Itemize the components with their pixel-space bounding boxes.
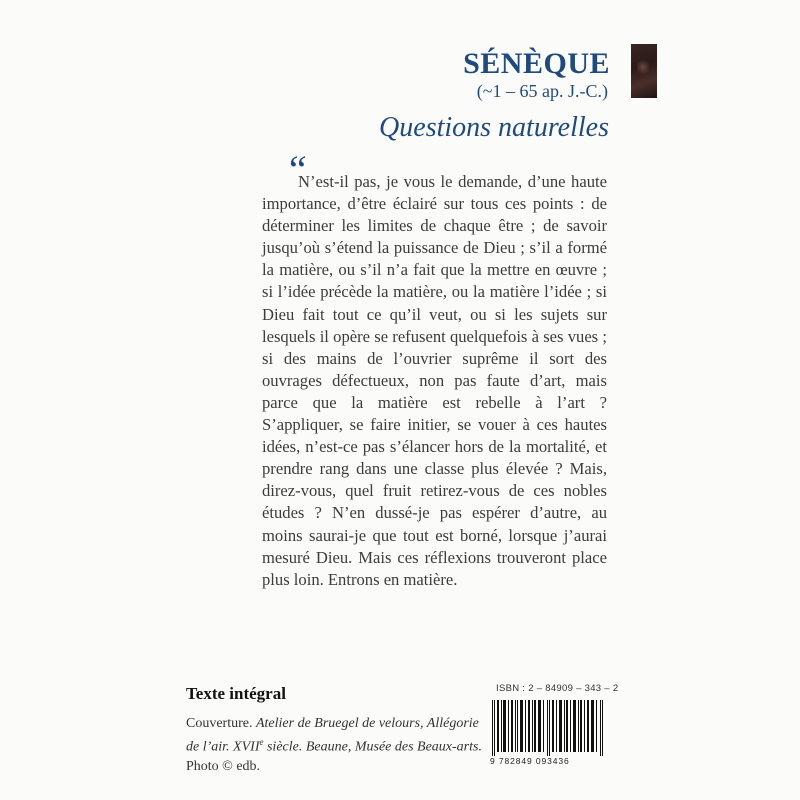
excerpt-quote: N’est-il pas, je vous le demande, d’une haute importance, d’être éclairé sur tous ces points : de déterminer les limites de chaque être ; de savoir jusqu’où s’étend la puissance de Dieu ; s’il a formé la matière, ou s’il n’a fait que la mettre en œuvre ; si l’idée précède la matière, ou la matière l’idée ; si Dieu fait tout ce qu’il veut, ou si les sujets sur lesquels il opère se refusent quelquefois à ses vues ; si des mains de l’ouvrier suprême il sort des ouvrages défectueux, non pas faute d’art, mais parce que la matière est rebelle à l’art ? S’appliquer, se faire initier, se vouer à ces hautes idées, n’est-ce pas s’élancer hors de la mortalité, et prendre rang dans une classe plus élevée ? Mais, direz-vous, quel fruit retirez-vous de ces nobles études ? N’en dussé-je pas espérer d’autre, au moins saurai-je que tout est borné, lorsque j’aurai mesuré Dieu. Mais ces réflexions trouveront place plus loin. Entrons en matière. xyxy=(262,172,607,589)
credits-photo: Photo © edb. xyxy=(186,758,261,774)
credits-century-sup: e xyxy=(259,737,264,747)
barcode-digits: 9 782849 093436 xyxy=(490,756,570,766)
credits-location: siècle. Beaune, Musée des Beaux-arts. xyxy=(263,739,482,755)
cover-credits xyxy=(186,714,486,776)
integral-text-label: Texte intégral xyxy=(186,684,286,703)
cover-artwork-thumbnail xyxy=(631,44,657,98)
isbn-label: ISBN : 2 – 84909 – 343 – 2 xyxy=(496,683,619,694)
book-title: Questions naturelles xyxy=(379,112,609,143)
author-dates: (~1 – 65 ap. J.-C.) xyxy=(476,81,608,101)
credits-artwork: Atelier de Bruegel de velours, Allégorie de l’air. XVII xyxy=(186,716,479,755)
quote-mark-icon: “ xyxy=(285,147,308,192)
barcode-icon xyxy=(490,700,609,756)
credits-prefix: Couverture. xyxy=(186,716,256,731)
author-name: SÉNÈQUE xyxy=(463,47,610,80)
